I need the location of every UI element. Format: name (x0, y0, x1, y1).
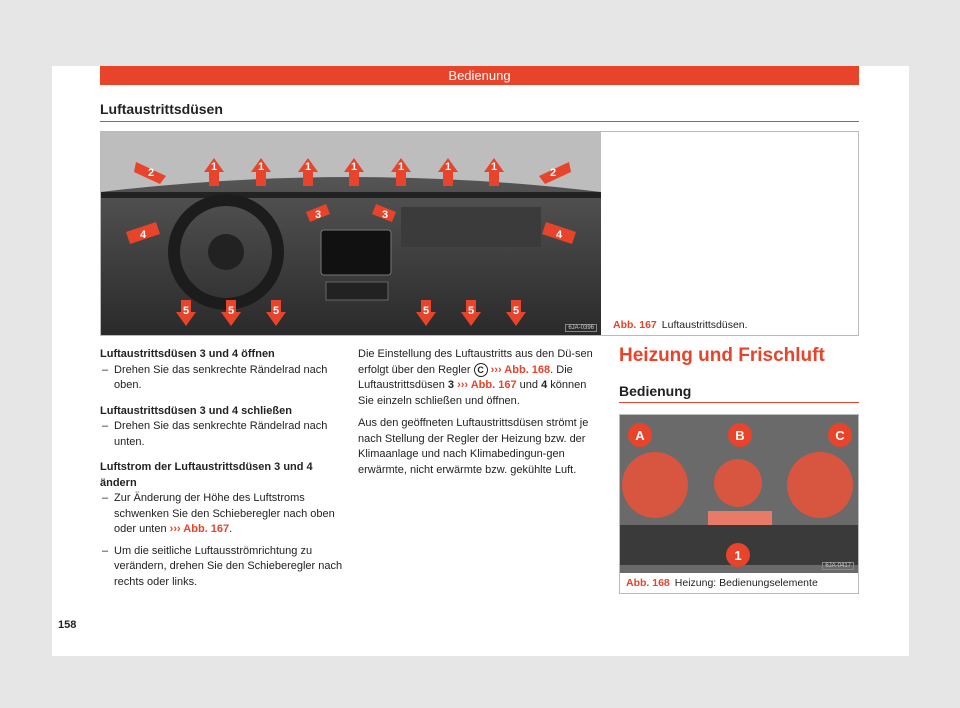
callout-1: 1 (304, 161, 312, 173)
dashboard-illustration (101, 132, 601, 335)
paragraph-2: Aus den geöffneten Luftaustrittsdüsen strömt je nach Stellung der Regler der Heizung bzw. der Klimaanlage und nach Klimabedingun-gen erwärmte, nicht erwärmte bzw. gekühlte Luft. (358, 417, 589, 476)
figure-caption (613, 319, 748, 331)
callout-5: 5 (422, 305, 430, 317)
callout-3: 3 (314, 209, 322, 221)
figure-number: Abb. 168 (626, 577, 670, 589)
section-rule (100, 121, 859, 122)
callout-5: 5 (467, 305, 475, 317)
callout-1: 1 (257, 161, 265, 173)
callout-1: 1 (397, 161, 405, 173)
knob-c (787, 452, 853, 518)
heating-controls-illustration (620, 415, 858, 573)
open-step: – Drehen Sie das senkrechte Rändelrad nach oben. (100, 363, 345, 394)
callout-5: 5 (512, 305, 520, 317)
airflow-heading: Luftstrom der Luftaustrittsdüsen 3 und 4 ändern (100, 461, 313, 489)
callout-c: C (835, 428, 845, 443)
callout-1: 1 (210, 161, 218, 173)
callout-b: B (735, 428, 745, 443)
regler-c-symbol: C (474, 363, 488, 377)
open-heading: Luftaustrittsdüsen 3 und 4 öffnen (100, 348, 275, 360)
callout-5: 5 (272, 305, 280, 317)
callout-4: 4 (555, 229, 563, 241)
figure-reference-link[interactable]: ››› Abb. 168 (490, 363, 551, 376)
image-code: 6JA-0417 (822, 562, 854, 570)
page-number: 158 (58, 619, 77, 631)
callout-3: 3 (381, 209, 389, 221)
figure-168 (619, 414, 859, 594)
figure-reference-link[interactable]: ››› Abb. 167 (169, 523, 230, 535)
callout-2: 2 (549, 167, 557, 179)
center-screen (321, 230, 391, 275)
figure-number: Abb. 167 (613, 319, 657, 331)
callout-1: 1 (734, 548, 742, 563)
paragraph-1: Die Einstellung des Luftaustritts aus den Dü-sen erfolgt über den Regler C ››› Abb. 168. Die Luftaustrittsdüsen 3 ››› Abb. 167 und 4 können Sie einzeln schließen und öffnen. (358, 348, 593, 407)
knob-a (622, 452, 688, 518)
airflow-step-1: – Zur Änderung der Höhe des Luftstroms schwenken Sie den Schieberegler nach oben oder unten ››› Abb. 167. (100, 491, 345, 538)
close-heading: Luftaustrittsdüsen 3 und 4 schließen (100, 404, 292, 417)
callout-1: 1 (490, 161, 498, 173)
callout-1: 1 (444, 161, 452, 173)
figure-caption-text: Heizung: Bedienungselemente (674, 577, 818, 589)
figure-caption (626, 577, 818, 589)
image-code: 6JA-0396 (565, 324, 597, 332)
callout-5: 5 (182, 305, 190, 317)
knob-b (714, 459, 762, 507)
callout-2: 2 (147, 167, 155, 179)
chapter-header-bar: Bedienung (100, 66, 859, 85)
heading-heizung: Heizung und Frischluft (619, 345, 825, 366)
subheading-rule (619, 402, 859, 403)
figure-reference-link[interactable]: ››› Abb. 167 (457, 379, 517, 391)
left-column (100, 347, 345, 590)
callout-4: 4 (139, 229, 147, 241)
section-title: Luftaustrittsdüsen (100, 101, 223, 117)
middle-column (358, 347, 603, 478)
callout-5: 5 (227, 305, 235, 317)
callout-a: A (635, 428, 645, 443)
figure-167 (100, 131, 859, 336)
callout-1: 1 (350, 161, 358, 173)
airflow-step-2: – Um die seitliche Luftausströmrichtung zu verändern, drehen Sie den Schieberegler nach rechts oder links. (100, 544, 345, 591)
figure-caption-text: Luftaustrittsdüsen. (661, 319, 748, 331)
subheading-bedienung: Bedienung (619, 383, 692, 399)
close-step: – Drehen Sie das senkrechte Rändelrad nach unten. (100, 419, 345, 450)
